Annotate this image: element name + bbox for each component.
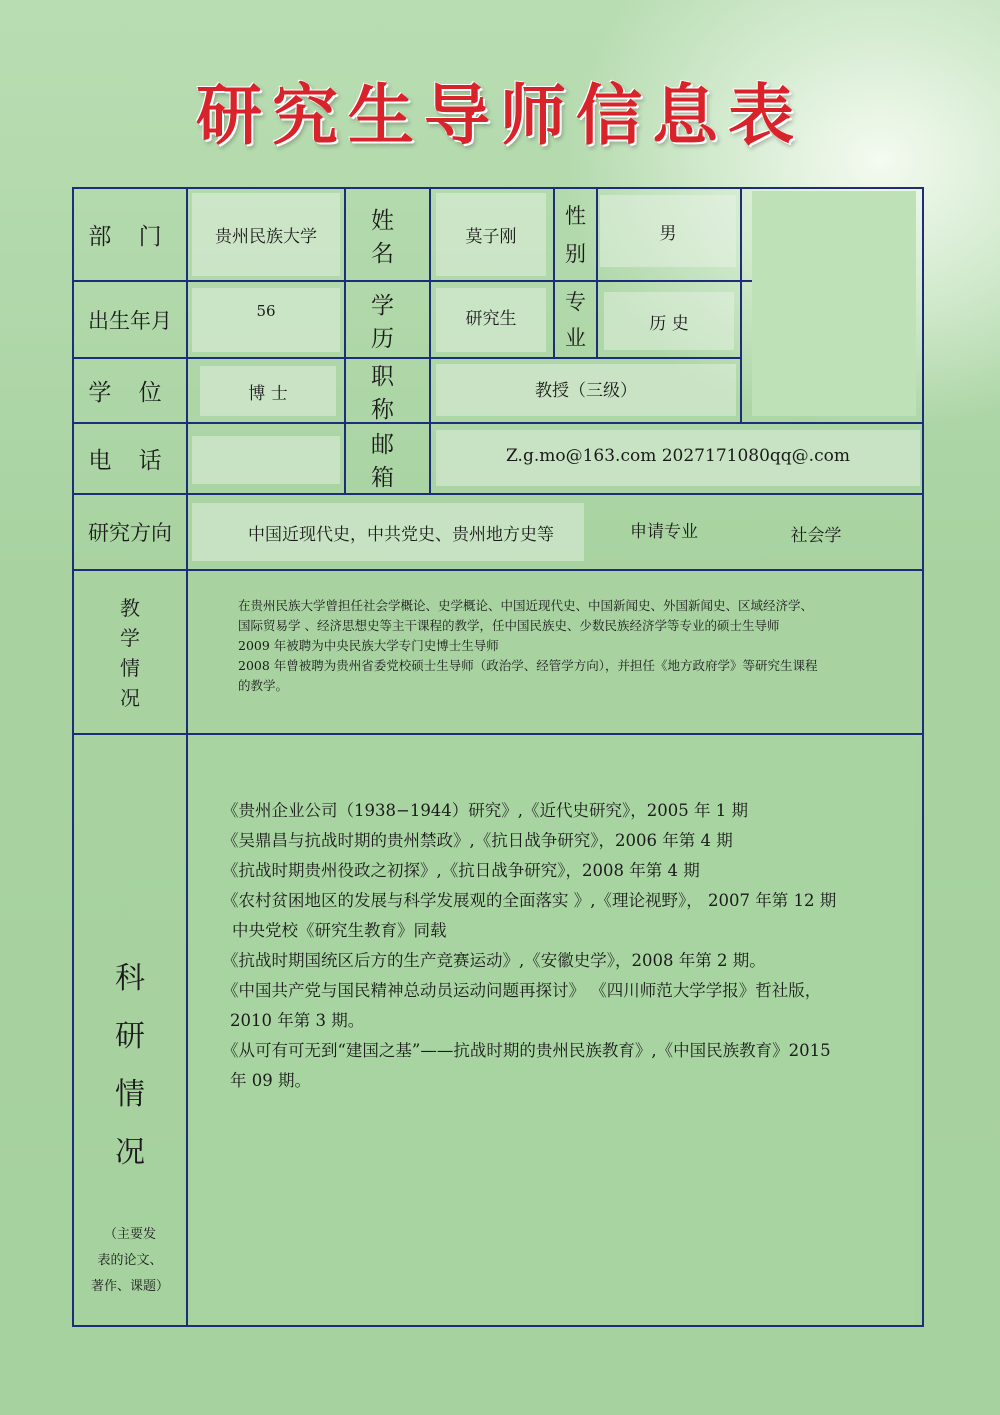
gender-label-char: 别 [565, 241, 586, 266]
teaching-line: 的教学。 [238, 678, 289, 693]
major-label [555, 282, 596, 357]
degree-value: 博 士 [200, 366, 336, 416]
photo-placeholder [752, 191, 916, 416]
teaching-line: 2009 年被聘为中央民族大学专门史博士生导师 [238, 638, 499, 653]
apply-major-label: 申请专业 [630, 521, 698, 542]
teaching-label-char: 学 [120, 626, 140, 650]
col-divider [596, 187, 598, 357]
teaching-label-char: 教 [120, 596, 140, 620]
major-value: 历 史 [604, 292, 734, 350]
teaching-label [74, 593, 186, 719]
research-note-line: （主要发 [103, 1227, 156, 1242]
research-label [74, 950, 186, 1190]
education-label: 学 历 [371, 292, 404, 352]
education-value: 研究生 [436, 288, 546, 352]
col-divider [186, 187, 188, 1327]
research-line: 《抗战时期贵州役政之初探》,《抗日战争研究》，2008 年第 4 期 [222, 861, 700, 880]
email-label: 邮 箱 [371, 431, 404, 491]
teaching-line: 在贵州民族大学曾担任社会学概论、史学概论、中国近现代史、中国新闻史、外国新闻史、区域经济学、 [238, 598, 814, 613]
research-line: 中央党校《研究生教育》同载 [232, 921, 447, 940]
row-divider [72, 493, 924, 495]
research-content [222, 796, 882, 1096]
col-divider [429, 187, 431, 493]
teaching-line: 国际贸易学 、经济思想史等主干课程的教学，任中国民族史、少数民族经济学等专业的硕士生导师 [238, 618, 780, 633]
title-label: 职 称 [371, 363, 404, 423]
research-line: 2010 年第 3 期。 [230, 1011, 365, 1030]
name-value: 莫子刚 [436, 193, 546, 276]
title-value: 教授（三级） [436, 364, 736, 416]
research-note [74, 1222, 186, 1304]
research-label-char: 情 [115, 1077, 145, 1112]
research-direction-label: 研究方向 [88, 521, 172, 545]
research-line: 《从可有可无到“建国之基”——抗战时期的贵州民族教育》,《中国民族教育》2015 [222, 1041, 831, 1060]
research-line: 《农村贫困地区的发展与科学发展观的全面落实 》,《理论视野》， 2007 年第 12 期 [222, 891, 837, 910]
gender-label [555, 189, 596, 280]
apply-major-value: 社会学 [790, 525, 842, 546]
research-label-char: 况 [115, 1135, 145, 1170]
department-value: 贵州民族大学 [192, 193, 340, 276]
research-line: 《中国共产党与国民精神总动员运动问题再探讨》 《四川师范大学学报》哲社版， [222, 981, 822, 1000]
row-divider [72, 569, 924, 571]
research-line: 《抗战时期国统区后方的生产竞赛运动》,《安徽史学》，2008 年第 2 期。 [222, 951, 766, 970]
gender-value: 男 [600, 195, 736, 267]
teaching-label-char: 况 [120, 686, 140, 710]
gender-label-char: 性 [565, 203, 586, 228]
col-divider [740, 187, 742, 280]
teaching-label-char: 情 [120, 656, 140, 680]
major-label-char: 专 [565, 289, 586, 314]
research-direction-value: 中国近现代史，中共党史、贵州地方史等 [192, 503, 584, 561]
research-label-char: 研 [115, 1019, 145, 1054]
birth-label: 出生年月 [88, 308, 172, 333]
research-note-line: 著作、课题） [90, 1279, 169, 1294]
col-divider [740, 280, 742, 422]
teaching-line: 2008 年曾被聘为贵州省委党校硕士生导师（政治学、经管学方向），并担任《地方政府学》等研究生课程 [238, 658, 818, 673]
email-value: Z.g.mo@163.com 2027171080qq@.com [436, 430, 920, 486]
birth-value: 56 [192, 288, 340, 352]
row-divider [72, 733, 924, 735]
research-line: 《贵州企业公司（1938−1944）研究》,《近代史研究》，2005 年 1 期 [222, 801, 749, 820]
research-line: 年 09 期。 [230, 1071, 311, 1090]
row-divider [72, 422, 924, 424]
page-title: 研究生导师信息表 [196, 77, 804, 154]
research-label-char: 科 [115, 961, 145, 996]
phone-label: 电 话 [88, 448, 172, 474]
name-label: 姓 名 [371, 207, 404, 267]
research-note-line: 表的论文、 [97, 1253, 163, 1268]
research-line: 《吴鼎昌与抗战时期的贵州禁政》,《抗日战争研究》，2006 年第 4 期 [222, 831, 733, 850]
department-label: 部 门 [88, 224, 172, 250]
degree-label: 学 位 [88, 380, 172, 406]
major-label-char: 业 [565, 325, 586, 350]
phone-value [192, 436, 340, 484]
teaching-content [238, 596, 858, 696]
